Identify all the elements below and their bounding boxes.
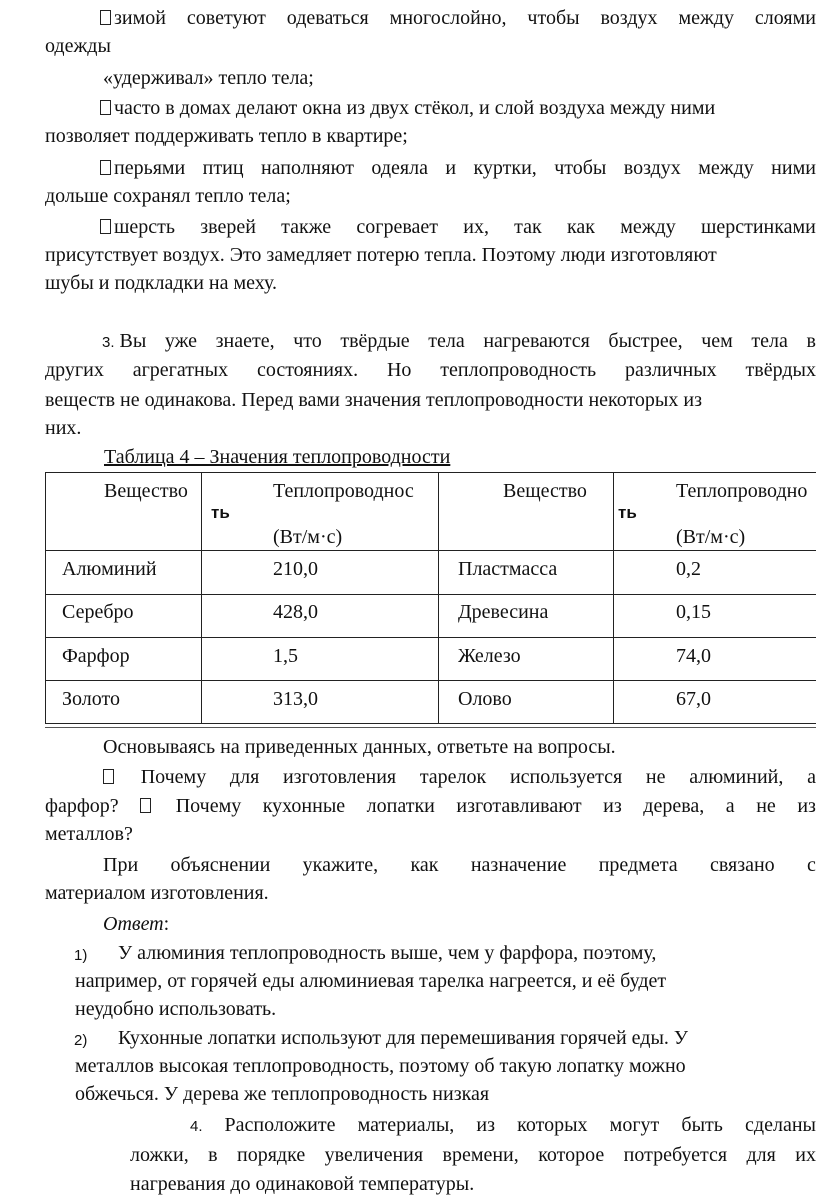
task4-line: 4. Расположите материалы, из которых могут быть сделаны <box>190 1114 816 1136</box>
table-divider <box>46 637 816 638</box>
answer-line: например, от горячей еды алюминиевая тарелка нагреется, и её будет <box>75 970 667 992</box>
bullet-box-icon <box>100 100 111 115</box>
cell-substance: Железо <box>458 645 521 667</box>
header-substance: Вещество <box>503 480 587 502</box>
task3-line: 3. Вы уже знаете, что твёрдые тела нагреваются быстрее, чем тела в <box>102 330 816 352</box>
text-line: одежды <box>45 35 111 57</box>
cell-substance: Алюминий <box>62 558 157 580</box>
answer-line: обжечься. У дерева же теплопроводность низкая <box>75 1083 490 1105</box>
bullet-box-icon <box>100 219 111 234</box>
header-tail: ть <box>618 503 637 522</box>
cell-value: 428,0 <box>273 601 318 623</box>
table-divider <box>46 594 816 595</box>
table-divider <box>613 473 614 723</box>
cell-value: 74,0 <box>676 645 711 667</box>
cell-value: 313,0 <box>273 688 318 710</box>
cell-substance: Пластмасса <box>458 558 558 580</box>
cell-value: 210,0 <box>273 558 318 580</box>
text-line: присутствует воздух. Это замедляет потерю тепла. Поэтому люди изготовляют <box>45 244 717 266</box>
bullet-box-icon <box>140 798 151 813</box>
table-divider <box>46 680 816 681</box>
cell-substance: Серебро <box>62 601 134 623</box>
task3-line: других агрегатных состояниях. Но теплопроводность различных твёрдых <box>45 359 816 381</box>
cell-substance: Олово <box>458 688 512 710</box>
text-line: позволяет поддерживать тепло в квартире; <box>45 125 408 147</box>
cell-substance: Золото <box>62 688 120 710</box>
task4-number: 4. <box>190 1118 203 1135</box>
answer-number: 1) <box>74 947 88 964</box>
answer-label: Ответ: <box>103 913 170 935</box>
answer-number: 2) <box>74 1032 88 1049</box>
cell-value: 1,5 <box>273 645 298 667</box>
cell-value: 0,2 <box>676 558 701 580</box>
task3-number: 3. <box>102 334 115 351</box>
table-divider <box>201 473 202 723</box>
task4-line: ложки, в порядке увеличения времени, которое потребуется для их <box>130 1144 816 1166</box>
conductivity-table <box>45 472 816 724</box>
note-line: материалом изготовления. <box>45 882 269 904</box>
header-substance: Вещество <box>104 480 188 502</box>
question-line: Почему для изготовления тарелок используется не алюминий, а <box>103 765 816 789</box>
bullet-line: перьями птиц наполняют одеяла и куртки, чтобы воздух между ними <box>100 156 816 180</box>
bullet-line: часто в домах делают окна из двух стёкол, и слой воздуха между ними <box>100 96 715 120</box>
header-unit: (Вт/м·с) <box>273 526 343 548</box>
cell-substance: Древесина <box>458 601 549 623</box>
question-line: фарфор? Почему кухонные лопатки изготавливают из дерева, а не из <box>45 795 816 817</box>
bullet-box-icon <box>100 160 111 175</box>
bullet-line: шерсть зверей также согревает их, так как между шерстинками <box>100 215 816 239</box>
table-divider <box>46 550 816 551</box>
header-tail: ть <box>211 503 230 522</box>
bullet-box-icon <box>103 769 114 784</box>
answer-line: металлов высокая теплопроводность, поэтому об такую лопатку можно <box>75 1055 686 1077</box>
table-bottom-rule <box>45 727 816 728</box>
text-line: шубы и подкладки на меху. <box>45 272 278 294</box>
header-conductivity: Теплопроводнос <box>273 480 414 502</box>
table-caption: Таблица 4 – Значения теплопроводности <box>104 446 451 468</box>
task4-line: нагревания до одинаковой температуры. <box>130 1173 475 1195</box>
task3-line: веществ не одинакова. Перед вами значения теплопроводности некоторых из <box>45 389 702 411</box>
bullet-box-icon <box>100 10 111 25</box>
bullet-line: зимой советуют одеваться многослойно, чтобы воздух между слоями <box>100 6 816 30</box>
table-divider <box>438 473 439 723</box>
header-unit: (Вт/м·с) <box>676 526 746 548</box>
answer-line: неудобно использовать. <box>75 998 277 1020</box>
text-line: дольше сохранял тепло тела; <box>45 185 291 207</box>
note-line: При объяснении укажите, как назначение предмета связано с <box>103 854 816 876</box>
answer-line: У алюминия теплопроводность выше, чем у фарфора, поэтому, <box>118 942 657 964</box>
questions-lead: Основываясь на приведенных данных, ответьте на вопросы. <box>103 736 616 758</box>
header-conductivity: Теплопроводно <box>676 480 808 502</box>
question-line: металлов? <box>45 823 133 845</box>
cell-value: 67,0 <box>676 688 711 710</box>
text-line: «удерживал» тепло тела; <box>103 67 314 89</box>
cell-value: 0,15 <box>676 601 711 623</box>
cell-substance: Фарфор <box>62 645 130 667</box>
task3-line: них. <box>45 417 82 439</box>
answer-line: Кухонные лопатки используют для перемешивания горячей еды. У <box>118 1027 689 1049</box>
